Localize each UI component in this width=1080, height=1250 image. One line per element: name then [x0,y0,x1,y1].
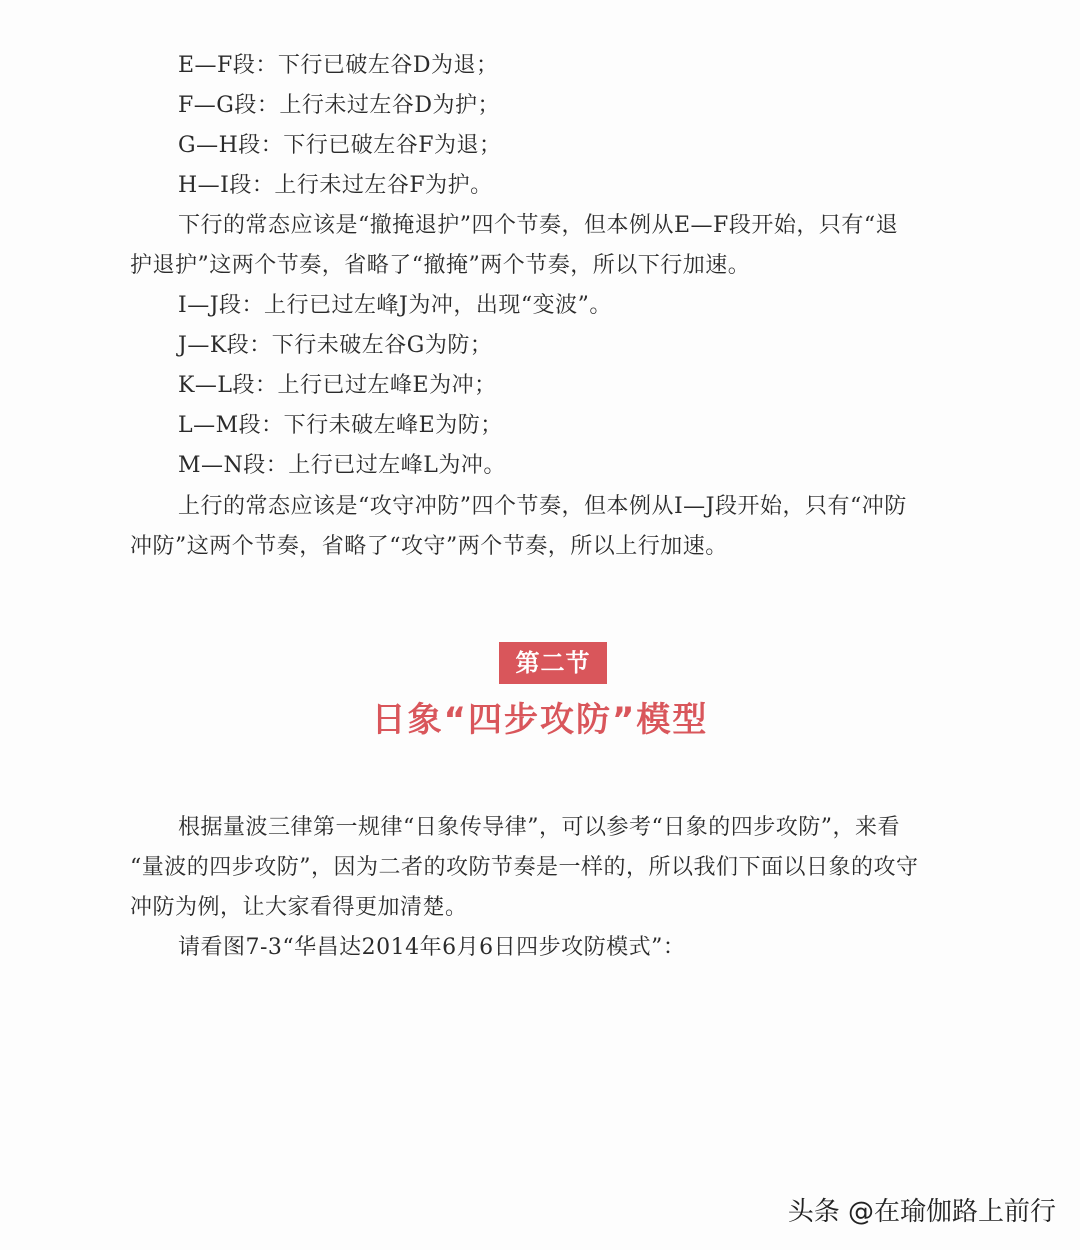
intro-line-1: 根据量波三律第一规律“日象传导律”，可以参考“日象的四步攻防”，来看 [178,815,900,840]
segment-j-k: J—K段：下行未破左谷G为防； [178,333,493,358]
watermark: 头条 @在瑜伽路上前行 [787,1197,1056,1227]
section-title: 日象“四步攻防”模型 [371,700,709,740]
up-paragraph-line-1: 上行的常态应该是“攻守冲防”四个节奏，但本例从I—J段开始，只有“冲防 [178,494,907,519]
segment-g-h: G—H段：下行已破左谷F为退； [178,133,502,158]
down-paragraph-line-1: 下行的常态应该是“撤掩退护”四个节奏，但本例从E—F段开始，只有“退 [178,213,899,238]
segment-l-m: L—M段：下行未破左峰E为防； [178,413,503,438]
down-paragraph-line-2: 护退护”这两个节奏，省略了“撤掩”两个节奏，所以下行加速。 [130,253,751,278]
segment-i-j: I—J段：上行已过左峰J为冲，出现“变波”。 [178,293,612,318]
segment-f-g: F—G段：上行未过左谷D为护； [178,93,500,118]
intro-line-3: 冲防为例，让大家看得更加清楚。 [130,895,468,920]
segment-h-i: H—I段：上行未过左谷F为护。 [178,173,493,198]
segment-k-l: K—L段：上行已过左峰E为冲； [178,373,497,398]
intro-line-2: “量波的四步攻防”，因为二者的攻防节奏是一样的，所以我们下面以日象的攻守 [130,855,919,880]
segment-m-n: M—N段：上行已过左峰L为冲。 [178,453,506,478]
segment-e-f: E—F段：下行已破左谷D为退； [178,53,499,78]
figure-reference: 请看图7-3“华昌达2014年6月6日四步攻防模式”： [178,935,686,960]
up-paragraph-line-2: 冲防”这两个节奏，省略了“攻守”两个节奏，所以上行加速。 [130,534,728,559]
section-badge: 第二节 [499,642,607,684]
